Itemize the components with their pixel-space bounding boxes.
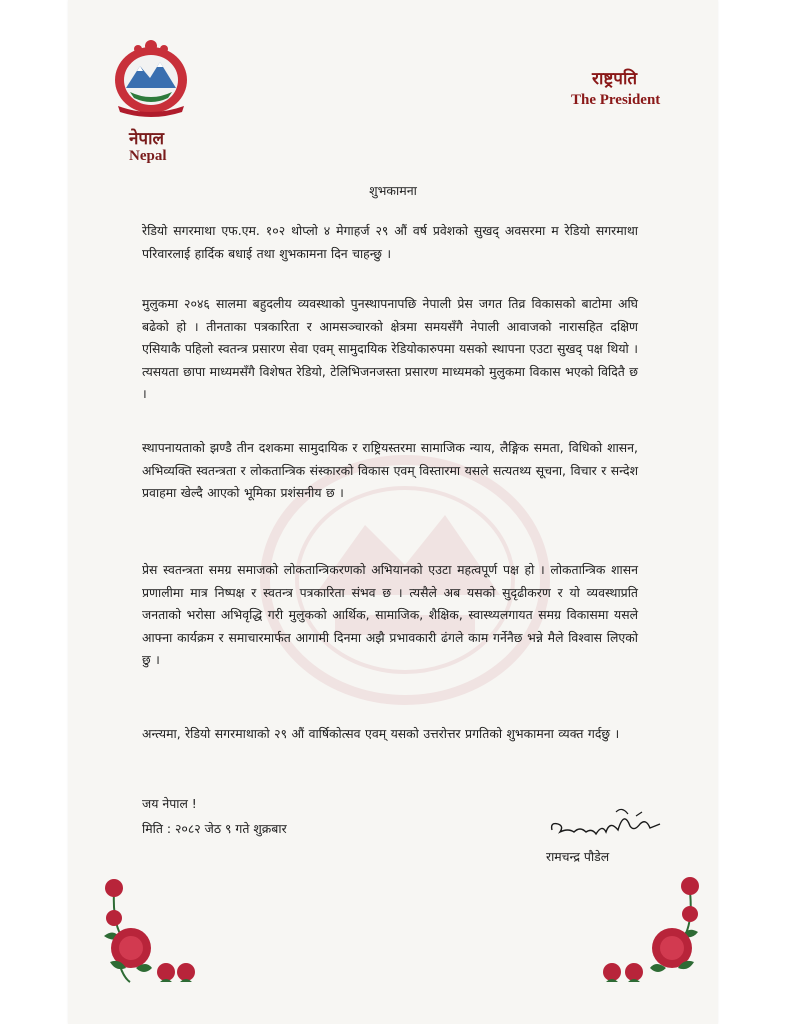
flower-decoration-icon — [100, 872, 210, 992]
office-title-nepali: राष्ट्रपति — [592, 69, 638, 89]
paragraph-conclusion: अन्त्यमा, रेडियो सगरमाथाको २९ औं वार्षिकोत्सव एवम् यसको उत्तरोत्तर प्रगतिको शुभकामना व्यक्त गर्दछु । — [142, 726, 620, 741]
paragraph-greeting: रेडियो सगरमाथा एफ.एम. १०२ थोप्लो ४ मेगाहर्ज २९ औं वर्ष प्रवेशको सुखद् अवसरमा म रेडियो सगरमाथा परिवारलाई हार्दिक बधाई तथा शुभकामना दिन चाहन्छु । — [142, 223, 638, 261]
country-name-english: Nepal — [129, 148, 167, 164]
letter-title: शुभकामना — [369, 183, 417, 198]
country-name-nepali: नेपाल — [129, 129, 165, 149]
signer-name: रामचन्द्र पौडेल — [546, 849, 610, 864]
flower-decoration-icon — [598, 872, 708, 992]
office-title-english: The President — [571, 92, 661, 108]
nepal-emblem-icon — [108, 36, 194, 120]
paragraph-contribution: स्थापनायताको झण्डै तीन दशकमा सामुदायिक र राष्ट्रियस्तरमा सामाजिक न्याय, लैङ्गिक समता, विधिको शासन, अभिव्यक्ति स्वतन्त्रता र लोकतान्त्रिक संस्कारको विकास एवम् विस्तारमा यसले सत्यतथ्य सूचना, विचार र सन्देश प्रवाहमा खेल्दै आएको भूमिका प्रशंसनीय छ । — [142, 440, 638, 500]
closing-salutation: जय नेपाल ! — [142, 796, 197, 811]
paragraph-press-freedom: प्रेस स्वतन्त्रता समग्र समाजको लोकतान्त्रिकरणको अभियानको एउटा महत्वपूर्ण पक्ष हो । लोकतान्त्रिक शासन प्रणालीमा मात्र निष्पक्ष र स्वतन्त्र पत्रकारिता संभव छ । त्यसैले अब यसको सुदृढीकरण र यो व्यवस्थाप्रति जनताको भरोसा अभिवृद्धि गरी मुलुकको आर्थिक, सामाजिक, शैक्षिक, स्वास्थ्यलगायत समग्र विकासमा यसले आफ्ना कार्यक्रम र समाचारमार्फत आगामी दिनमा अझै प्रभावकारी ढंगले काम गर्नेनैछ भन्ने मैले विश्वास लिएको छु । — [142, 562, 638, 667]
paragraph-history: मुलुकमा २०४६ सालमा बहुदलीय व्यवस्थाको पुनस्थापनापछि नेपाली प्रेस जगत तिव्र विकासको बाटोमा अघि बढेको हो । तीनताका पत्रकारिता र आमसञ्चारको क्षेत्रमा समयसँगै नेपाली आवाजको नारासहित दक्षिण एसियाकै पहिलो स्वतन्त्र प्रसारण सेवा एवम् सामुदायिक रेडियोकारुपमा यसको स्थापना एउटा सुखद् पक्ष थियो । त्यसयता छापा माध्यमसँगै विशेषत रेडियो, टेलिभिजनजस्ता प्रसारण माध्यमको मुलुकमा विकास भएको विदितै छ । — [142, 296, 638, 401]
handwritten-signature — [546, 802, 666, 848]
date-line: मिति : २०८२ जेठ ९ गते शुक्रबार — [142, 821, 287, 836]
